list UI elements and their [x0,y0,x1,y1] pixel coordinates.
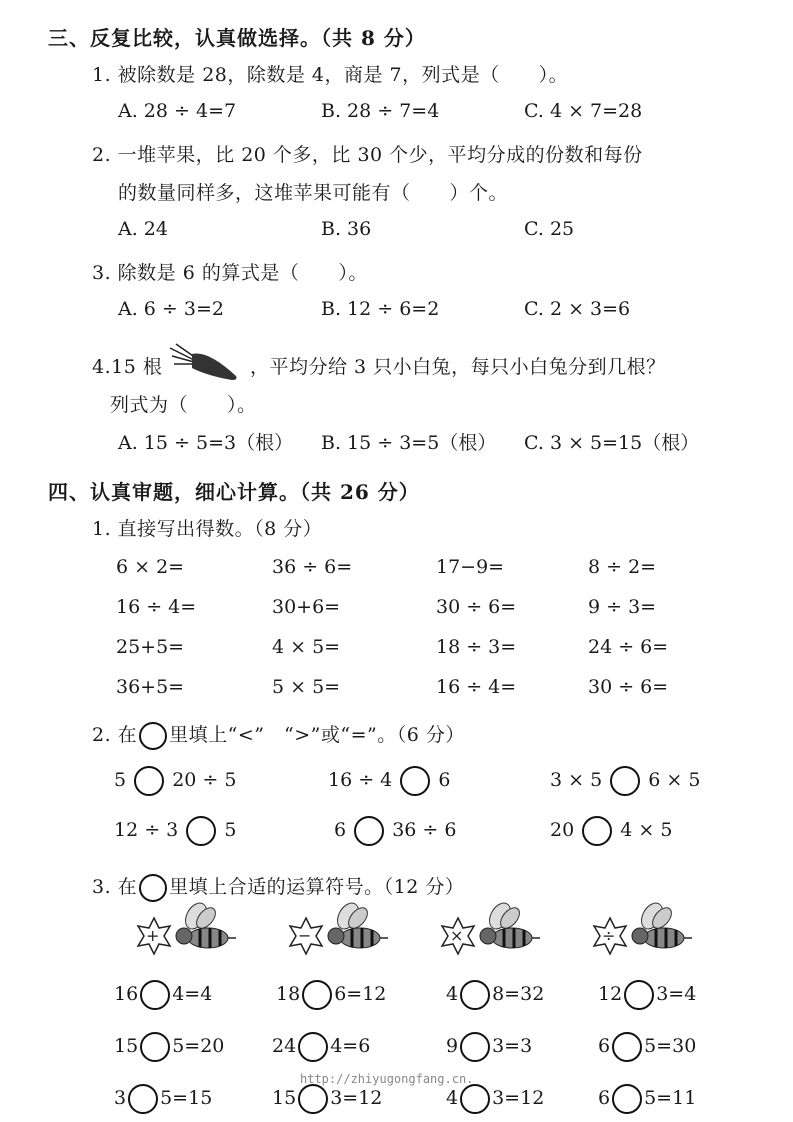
eq-left: 12 [598,983,623,1005]
equation-item [114,1084,212,1114]
answer-circle[interactable] [302,980,332,1010]
equation-item [446,1032,532,1062]
compare-item [334,816,456,846]
equation-item [598,1084,696,1114]
eq-right: 4=6 [330,1035,371,1057]
calc-item[interactable]: 24 ÷ 6= [588,636,669,658]
op-symbol: × [450,926,464,945]
compare-left: 20 [550,819,575,841]
calc-item[interactable]: 30 ÷ 6= [588,676,669,698]
answer-circle[interactable] [460,1084,490,1114]
question-3-4-suffix: ，平均分给 3 只小白兔，每只小白兔分到几根？ [250,356,666,378]
eq-right: 5=11 [644,1087,697,1109]
equation-item [272,1032,370,1062]
compare-right: 5 [224,819,237,841]
eq-left: 4 [446,1087,459,1109]
circle-icon [139,722,167,750]
question-3-1: 1. 被除数是 28，除数是 4，商是 7，列式是（ ）。 [92,64,569,86]
star-bee-plus [128,902,238,964]
eq-left: 16 [114,983,139,1005]
calc-item[interactable]: 16 ÷ 4= [436,676,517,698]
eq-left: 18 [276,983,301,1005]
eq-right: 3=12 [330,1087,383,1109]
question-4-1-title: 1. 直接写出得数。（8 分） [92,518,323,540]
eq-left: 6 [598,1087,611,1109]
watermark: http://zhiyugongfang.cn. [300,1072,474,1086]
compare-right: 4 × 5 [620,819,673,841]
option-a[interactable]: A. 6 ÷ 3=2 [118,298,224,320]
equation-item [272,1084,382,1114]
option-c[interactable]: C. 3 × 5=15（根） [524,432,700,454]
compare-item [114,816,236,846]
answer-circle[interactable] [298,1032,328,1062]
question-4-3-title [92,872,464,902]
calc-item[interactable]: 4 × 5= [272,636,341,658]
option-c[interactable]: C. 25 [524,218,575,240]
eq-left: 15 [272,1087,297,1109]
eq-left: 9 [446,1035,459,1057]
compare-item [114,766,236,796]
bee-icon [584,902,694,964]
answer-circle[interactable] [460,1032,490,1062]
answer-circle[interactable] [140,1032,170,1062]
eq-left: 4 [446,983,459,1005]
eq-left: 6 [598,1035,611,1057]
title-part-b: 里填上合适的运算符号。（12 分） [169,876,465,898]
answer-circle[interactable] [186,816,216,846]
bee-icon [432,902,542,964]
calc-item[interactable]: 6 × 2= [116,556,185,578]
title-part-a: 3. 在 [92,876,138,898]
section4-title: 四、认真审题，细心计算。（共 26 分） [48,480,420,504]
answer-circle[interactable] [624,980,654,1010]
option-c[interactable]: C. 4 × 7=28 [524,100,643,122]
eq-right: 5=20 [172,1035,225,1057]
compare-right: 6 [438,769,451,791]
eq-right: 3=4 [656,983,697,1005]
op-symbol: ÷ [602,926,616,945]
compare-item [550,766,700,796]
equation-item [114,980,212,1010]
option-a[interactable]: A. 24 [118,218,168,240]
option-a[interactable]: A. 28 ÷ 4=7 [118,100,237,122]
eq-right: 3=12 [492,1087,545,1109]
calc-item[interactable]: 36+5= [116,676,185,698]
question-3-2-line1: 2. 一堆苹果，比 20 个多，比 30 个少，平均分成的份数和每份 [92,144,643,166]
compare-left: 5 [114,769,127,791]
question-3-4-line2: 列式为（ ）。 [110,394,257,416]
bee-icon [128,902,238,964]
question-3-2-line2: 的数量同样多，这堆苹果可能有（ ）个。 [118,182,509,204]
eq-right: 6=12 [334,983,387,1005]
answer-circle[interactable] [354,816,384,846]
answer-circle[interactable] [612,1084,642,1114]
compare-right: 6 × 5 [648,769,701,791]
calc-item[interactable]: 8 ÷ 2= [588,556,657,578]
compare-item [328,766,450,796]
eq-left: 3 [114,1087,127,1109]
equation-item [598,1032,696,1062]
equation-item [446,980,544,1010]
calc-item[interactable]: 16 ÷ 4= [116,596,197,618]
option-b[interactable]: B. 15 ÷ 3=5（根） [321,432,497,454]
option-b[interactable]: B. 28 ÷ 7=4 [321,100,440,122]
calc-item[interactable]: 30+6= [272,596,341,618]
equation-item [446,1084,544,1114]
option-b[interactable]: B. 12 ÷ 6=2 [321,298,440,320]
eq-right: 8=32 [492,983,545,1005]
eq-left: 24 [272,1035,297,1057]
eq-left: 15 [114,1035,139,1057]
compare-left: 3 × 5 [550,769,603,791]
eq-right: 4=4 [172,983,213,1005]
answer-circle[interactable] [298,1084,328,1114]
eq-right: 5=15 [160,1087,213,1109]
carrot-icon [168,342,242,382]
compare-item [550,816,672,846]
equation-item [276,980,386,1010]
title-part-a: 2. 在 [92,724,138,746]
circle-icon [139,874,167,902]
answer-circle[interactable] [582,816,612,846]
calc-item[interactable]: 17−9= [436,556,505,578]
answer-circle[interactable] [460,980,490,1010]
answer-circle[interactable] [610,766,640,796]
answer-circle[interactable] [128,1084,158,1114]
answer-circle[interactable] [400,766,430,796]
bee-icon [280,902,390,964]
compare-left: 12 ÷ 3 [114,819,179,841]
compare-left: 6 [334,819,347,841]
compare-right: 20 ÷ 5 [172,769,237,791]
option-b[interactable]: B. 36 [321,218,372,240]
calc-item[interactable]: 36 ÷ 6= [272,556,353,578]
op-symbol: − [298,926,312,945]
calc-item[interactable]: 25+5= [116,636,185,658]
option-c[interactable]: C. 2 × 3=6 [524,298,631,320]
answer-circle[interactable] [134,766,164,796]
eq-right: 3=3 [492,1035,533,1057]
question-4-2-title [92,720,465,750]
calc-item[interactable]: 5 × 5= [272,676,341,698]
answer-circle[interactable] [612,1032,642,1062]
compare-left: 16 ÷ 4 [328,769,393,791]
op-symbol: + [146,926,160,945]
compare-right: 36 ÷ 6 [392,819,457,841]
question-3-3: 3. 除数是 6 的算式是（ ）。 [92,262,368,284]
option-a[interactable]: A. 15 ÷ 5=3（根） [118,432,294,454]
question-3-4-prefix: 4.15 根 [92,356,163,378]
equation-item [114,1032,224,1062]
calc-item[interactable]: 30 ÷ 6= [436,596,517,618]
section3-title: 三、反复比较，认真做选择。（共 8 分） [48,26,426,50]
calc-item[interactable]: 9 ÷ 3= [588,596,657,618]
star-bee-times [432,902,542,964]
title-part-b: 里填上“<” “>”或“=”。（6 分） [169,724,465,746]
star-bee-divide [584,902,694,964]
eq-right: 5=30 [644,1035,697,1057]
star-bee-minus [280,902,390,964]
answer-circle[interactable] [140,980,170,1010]
calc-item[interactable]: 18 ÷ 3= [436,636,517,658]
equation-item [598,980,696,1010]
